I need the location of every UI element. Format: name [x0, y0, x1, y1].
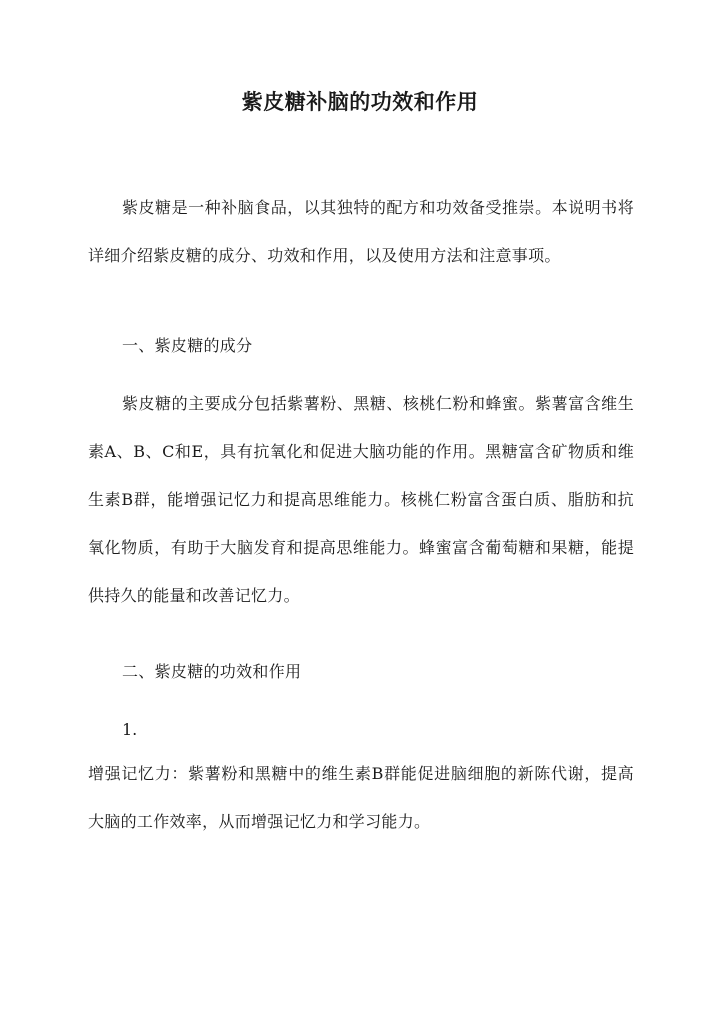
intro-paragraph: 紫皮糖是一种补脑食品，以其独特的配方和功效备受推崇。本说明书将详细介绍紫皮糖的成分、功效和作用，以及使用方法和注意事项。 — [88, 198, 634, 265]
page-title: 紫皮糖补脑的功效和作用 — [241, 89, 479, 114]
section-heading-ingredients: 一、紫皮糖的成分 — [122, 336, 253, 355]
section-heading-effects: 二、紫皮糖的功效和作用 — [122, 662, 302, 681]
effects-item-paragraph: 增强记忆力：紫薯粉和黑糖中的维生素B群能促进脑细胞的新陈代谢，提高大脑的工作效率，从而增强记忆力和学习能力。 — [88, 764, 634, 831]
ingredients-paragraph: 紫皮糖的主要成分包括紫薯粉、黑糖、核桃仁粉和蜂蜜。紫薯富含维生素A、B、C和E，具有抗氧化和促进大脑功能的作用。黑糖富含矿物质和维生素B群，能增强记忆力和提高思维能力。核桃仁粉富含蛋白质、脂肪和抗氧化物质，有助于大脑发育和提高思维能力。蜂蜜富含葡萄糖和果糖，能提供持久的能量和改善记忆力。 — [88, 394, 634, 605]
list-item-number: 1. — [122, 720, 138, 739]
